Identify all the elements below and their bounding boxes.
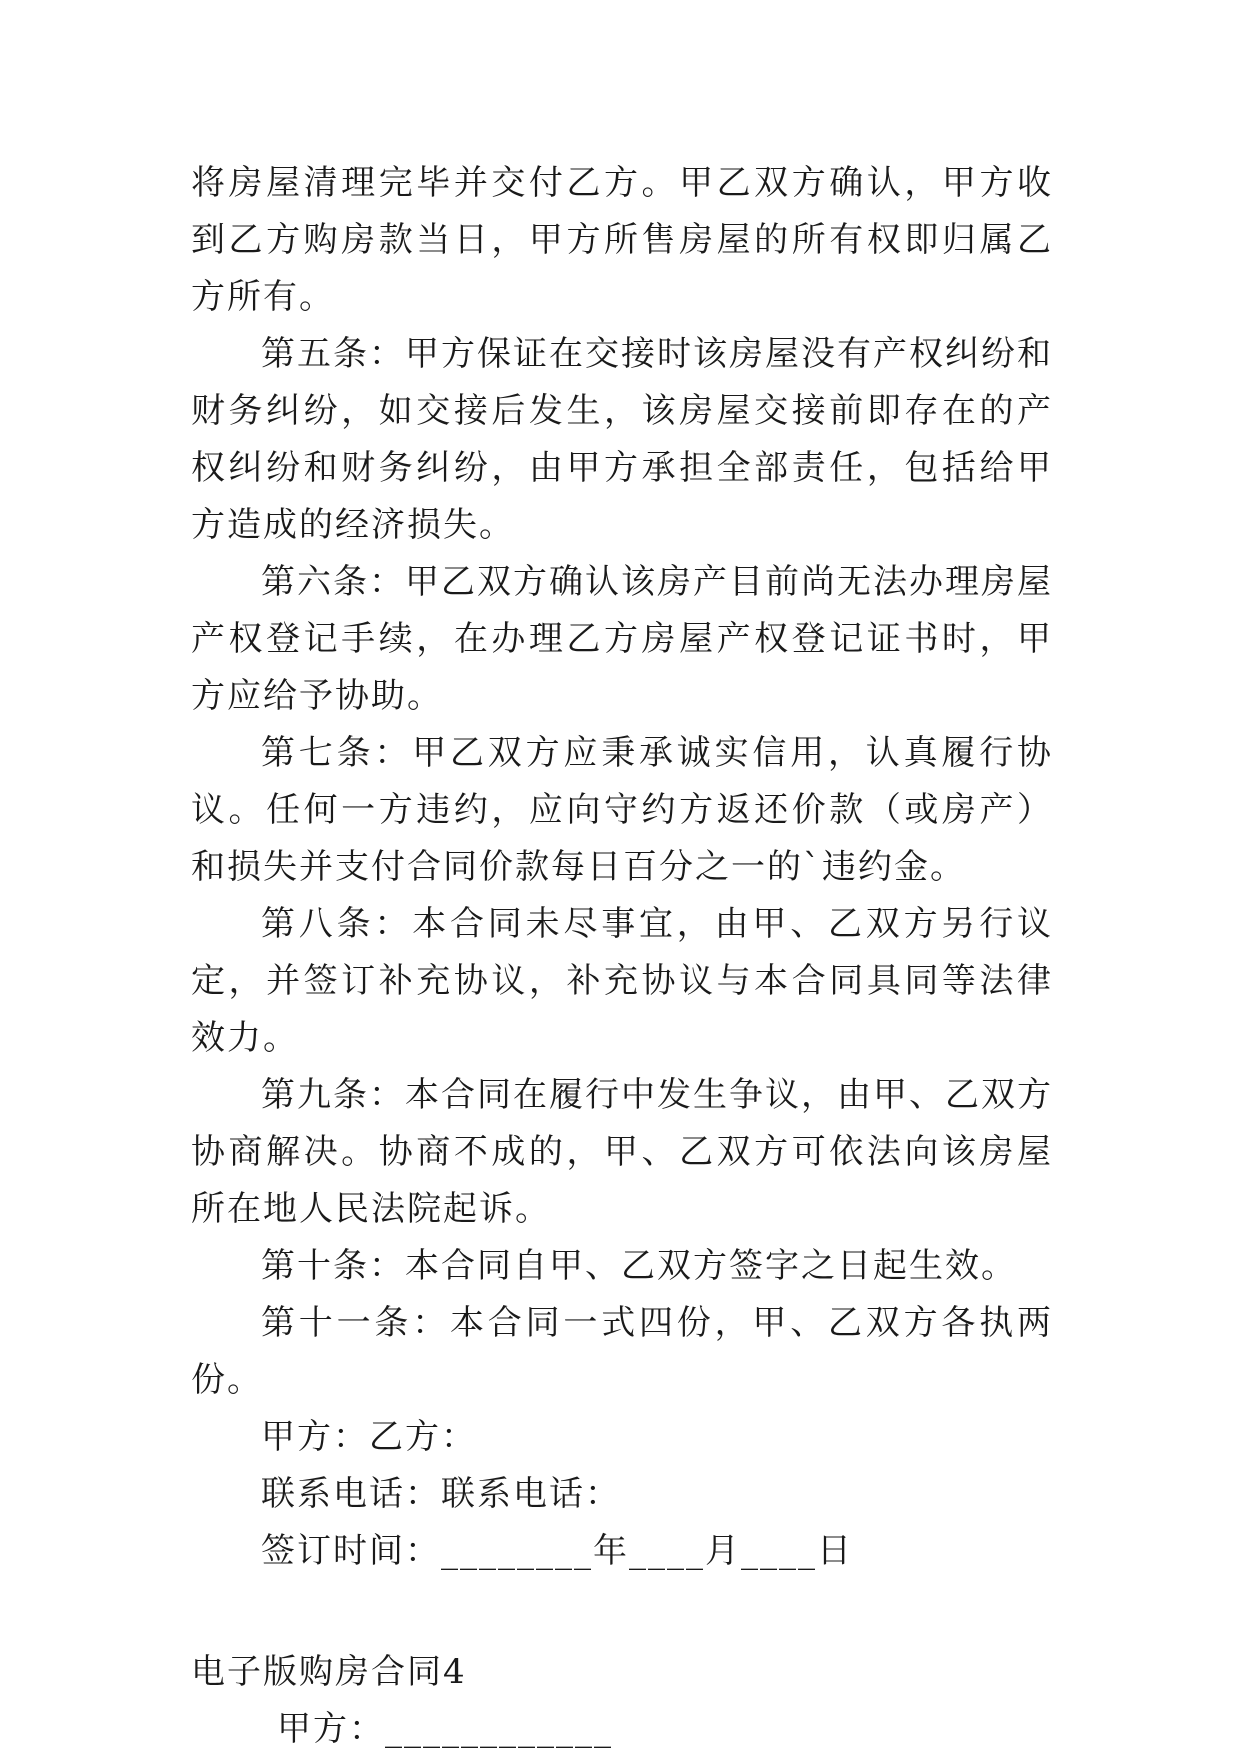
clause-5: 第五条：甲方保证在交接时该房屋没有产权纠纷和财务纠纷，如交接后发生，该房屋交接前即存在的产权纠纷和财务纠纷，由甲方承担全部责任，包括给甲方造成的经济损失。 [191, 334, 1053, 545]
clause-9: 第九条：本合同在履行中发生争议，由甲、乙双方协商解决。协商不成的，甲、乙双方可依法向该房屋所在地人民法院起诉。 [191, 1075, 1053, 1229]
clause-11: 第十一条：本合同一式四份，甲、乙双方各执两份。 [191, 1303, 1053, 1400]
clause-7: 第七条：甲乙双方应秉承诚实信用，认真履行协议。任何一方违约，应向守约方返还价款（或房产）和损失并支付合同价款每日百分之一的`违约金。 [191, 733, 1053, 887]
section-spacer [191, 1580, 1053, 1644]
signing-date: 签订时间：________年____月____日 [261, 1531, 853, 1571]
clause-6: 第六条：甲乙双方确认该房产目前尚无法办理房屋产权登记手续，在办理乙方房屋产权登记证书时，甲方应给予协助。 [191, 562, 1053, 716]
clause-8: 第八条：本合同未尽事宜，由甲、乙双方另行议定，并签订补充协议，补充协议与本合同具同等法律效力。 [191, 904, 1053, 1058]
document-body [191, 155, 1053, 1758]
contact-phones: 联系电话：联系电话： [261, 1474, 621, 1514]
section-title: 电子版购房合同4 [191, 1652, 467, 1692]
party-a-line: 甲方：____________ [277, 1709, 613, 1749]
signature-parties: 甲方：乙方： [261, 1417, 477, 1457]
paragraph-continuation: 将房屋清理完毕并交付乙方。甲乙双方确认，甲方收到乙方购房款当日，甲方所售房屋的所有权即归属乙方所有。 [191, 163, 1053, 317]
clause-10: 第十条：本合同自甲、乙双方签字之日起生效。 [261, 1246, 1017, 1286]
